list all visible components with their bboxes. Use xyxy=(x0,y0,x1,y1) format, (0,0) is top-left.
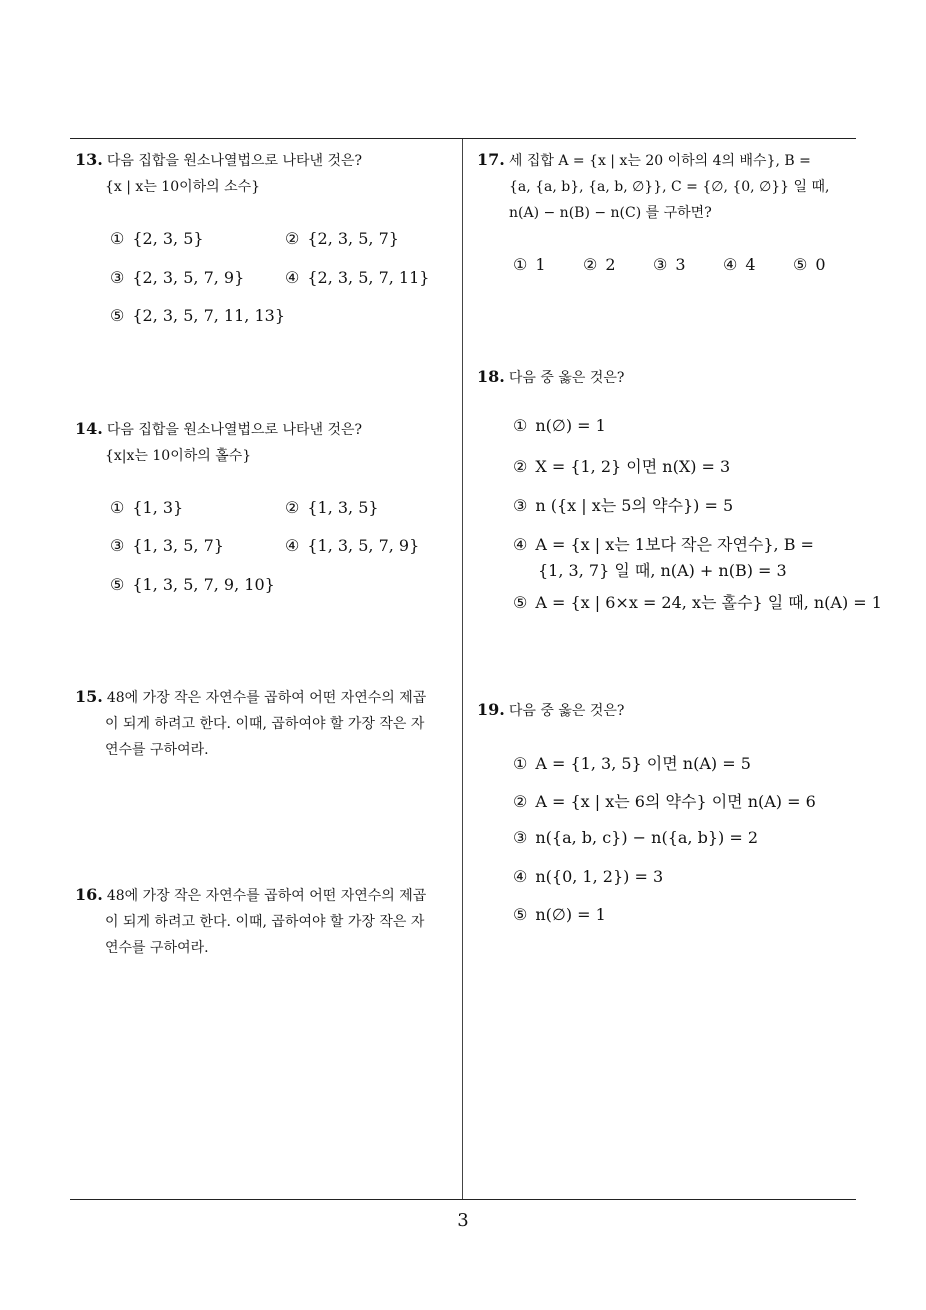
question-line: 48에 가장 작은 자연수를 곱하여 어떤 자연수의 제곱 xyxy=(106,888,427,904)
page-number: 3 xyxy=(457,1210,469,1231)
choice-17-1[interactable]: ① 1 xyxy=(513,255,546,274)
choice-13-3[interactable]: ③ {2, 3, 5, 7, 9} xyxy=(110,268,245,287)
question-number: 16. xyxy=(75,885,103,904)
question-19 xyxy=(477,697,857,724)
choice-17-2[interactable]: ② 2 xyxy=(583,255,616,274)
bottom-rule xyxy=(70,1199,856,1200)
question-15 xyxy=(75,684,460,763)
column-divider xyxy=(462,139,463,1199)
question-13 xyxy=(75,147,455,200)
question-number: 13. xyxy=(75,150,103,169)
choice-18-4[interactable]: ④ A = {x | x는 1보다 작은 자연수}, B = xyxy=(513,535,814,554)
set-notation: {x|x는 10이하의 홀수} xyxy=(105,448,252,464)
top-rule xyxy=(70,138,856,139)
choice-14-2[interactable]: ② {1, 3, 5} xyxy=(285,498,379,517)
question-16 xyxy=(75,882,460,961)
choice-13-4[interactable]: ④ {2, 3, 5, 7, 11} xyxy=(285,268,430,287)
choice-18-2[interactable]: ② X = {1, 2} 이면 n(X) = 3 xyxy=(513,457,731,476)
choice-17-5[interactable]: ⑤ 0 xyxy=(793,255,826,274)
question-number: 15. xyxy=(75,687,103,706)
choice-19-4[interactable]: ④ n({0, 1, 2}) = 3 xyxy=(513,867,664,886)
choice-19-2[interactable]: ② A = {x | x는 6의 약수} 이면 n(A) = 6 xyxy=(513,792,816,811)
choice-17-3[interactable]: ③ 3 xyxy=(653,255,686,274)
choice-14-4[interactable]: ④ {1, 3, 5, 7, 9} xyxy=(285,536,420,555)
question-number: 17. xyxy=(477,150,505,169)
choice-13-5[interactable]: ⑤ {2, 3, 5, 7, 11, 13} xyxy=(110,306,285,325)
set-notation: {x | x는 10이하의 소수} xyxy=(105,179,261,195)
question-18 xyxy=(477,364,857,391)
question-number: 14. xyxy=(75,419,103,438)
choice-18-1[interactable]: ① n(∅) = 1 xyxy=(513,416,606,435)
choice-14-3[interactable]: ③ {1, 3, 5, 7} xyxy=(110,536,224,555)
choice-18-5[interactable]: ⑤ A = {x | 6×x = 24, x는 홀수} 일 때, n(A) = 1 xyxy=(513,593,882,612)
question-line: n(A) − n(B) − n(C) 를 구하면? xyxy=(509,205,712,221)
choice-19-5[interactable]: ⑤ n(∅) = 1 xyxy=(513,905,606,924)
choice-13-2[interactable]: ② {2, 3, 5, 7} xyxy=(285,229,399,248)
question-line: 48에 가장 작은 자연수를 곱하여 어떤 자연수의 제곱 xyxy=(106,690,427,706)
question-14 xyxy=(75,416,455,469)
choice-18-3[interactable]: ③ n ({x | x는 5의 약수}) = 5 xyxy=(513,496,734,515)
question-number: 18. xyxy=(477,367,505,386)
question-text: 다음 집합을 원소나열법으로 나타낸 것은? xyxy=(106,153,363,169)
question-text: 다음 중 옳은 것은? xyxy=(508,370,625,386)
question-line: {a, {a, b}, {a, b, ∅}}, C = {∅, {0, ∅}} 일 때, xyxy=(509,179,830,195)
choice-19-3[interactable]: ③ n({a, b, c}) − n({a, b}) = 2 xyxy=(513,828,759,847)
choice-18-4-continued: {1, 3, 7} 일 때, n(A) + n(B) = 3 xyxy=(538,561,787,580)
choice-13-1[interactable]: ① {2, 3, 5} xyxy=(110,229,204,248)
question-number: 19. xyxy=(477,700,505,719)
question-line: 연수를 구하여라. xyxy=(105,742,209,758)
question-line: 세 집합 A = {x | x는 20 이하의 4의 배수}, B = xyxy=(508,153,811,169)
choice-19-1[interactable]: ① A = {1, 3, 5} 이면 n(A) = 5 xyxy=(513,754,751,773)
question-line: 연수를 구하여라. xyxy=(105,940,209,956)
question-text: 다음 집합을 원소나열법으로 나타낸 것은? xyxy=(106,422,363,438)
question-line: 이 되게 하려고 한다. 이때, 곱하여야 할 가장 작은 자 xyxy=(105,914,425,930)
choice-17-4[interactable]: ④ 4 xyxy=(723,255,756,274)
question-line: 이 되게 하려고 한다. 이때, 곱하여야 할 가장 작은 자 xyxy=(105,716,425,732)
question-text: 다음 중 옳은 것은? xyxy=(508,703,625,719)
choice-14-5[interactable]: ⑤ {1, 3, 5, 7, 9, 10} xyxy=(110,575,275,594)
question-17 xyxy=(477,147,862,226)
choice-14-1[interactable]: ① {1, 3} xyxy=(110,498,184,517)
